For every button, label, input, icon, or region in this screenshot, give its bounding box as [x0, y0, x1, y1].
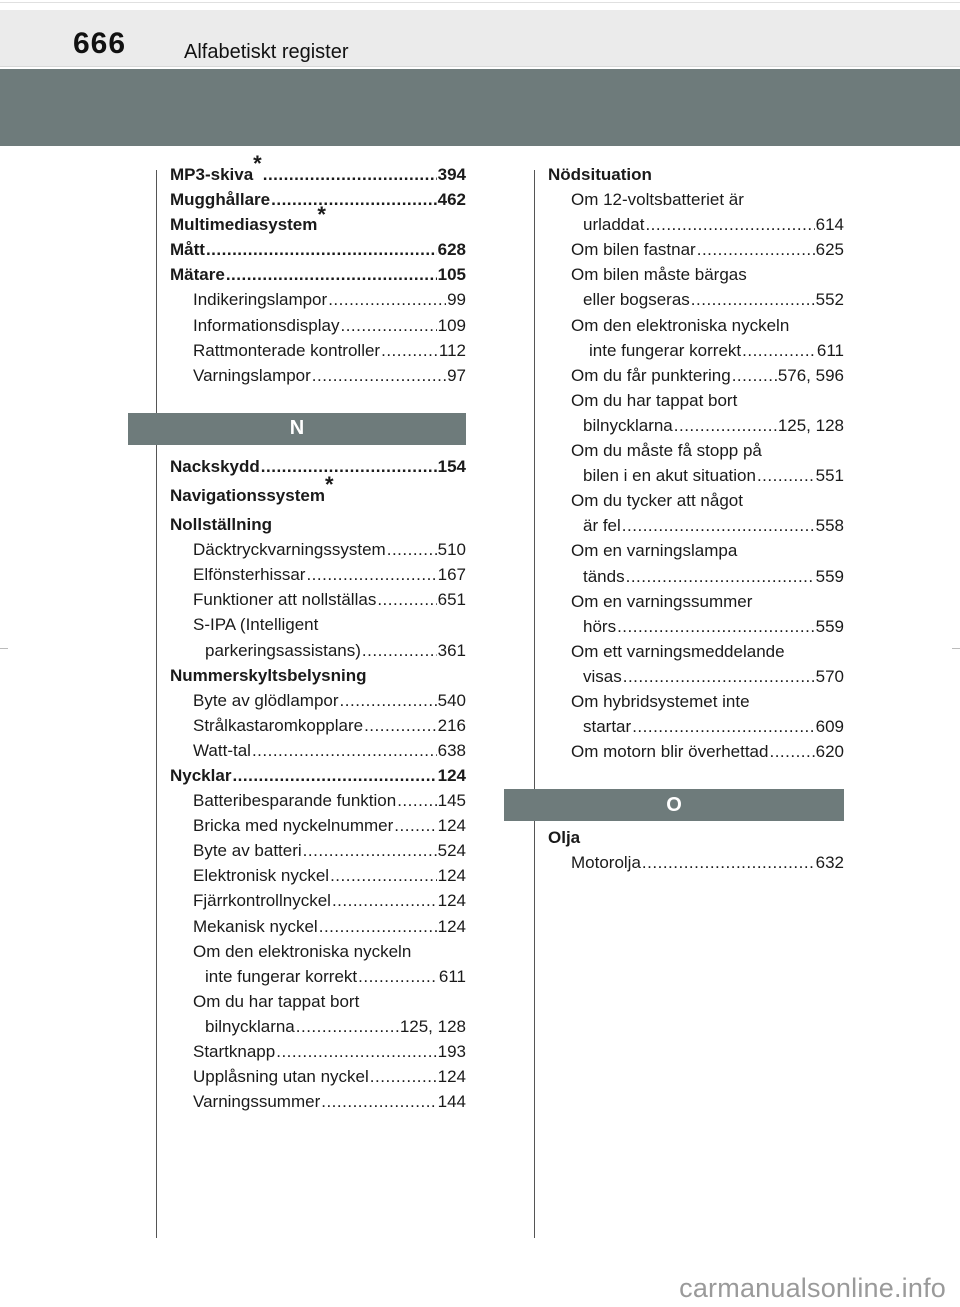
footnote-star-icon: * [253, 151, 262, 177]
index-entry[interactable]: Navigationssystem* [170, 472, 334, 505]
index-subentry[interactable]: Om 12-voltsbatteriet är [571, 190, 744, 210]
index-subentry[interactable]: Om en varningslampa [571, 541, 738, 561]
section-header-n: N [128, 413, 466, 445]
index-subentry[interactable]: Varningssummer ..... 144 [170, 1089, 466, 1114]
index-subentry[interactable]: Om du har tappat bort [571, 390, 738, 410]
index-entry[interactable]: Mått ..... 628 [170, 237, 466, 262]
index-subentry[interactable]: Fjärrkontrollnyckel ..... 124 [170, 888, 466, 913]
index-subentry-continuation[interactable]: bilnycklarna ..... 125, 128 [548, 413, 844, 438]
index-subentry[interactable]: Mekanisk nyckel ..... 124 [170, 914, 466, 939]
index-entry[interactable]: Nollställning [170, 515, 272, 535]
index-subentry[interactable]: Watt-tal ..... 638 [170, 738, 466, 763]
index-subentry[interactable]: Om du får punktering ..... 576, 596 [548, 363, 844, 388]
index-subentry[interactable]: Startknapp ..... 193 [170, 1039, 466, 1064]
index-entry[interactable]: MP3-skiva* ..... 394 [170, 162, 466, 187]
index-subentry[interactable]: Batteribesparande funktion ..... 145 [170, 788, 466, 813]
index-subentry[interactable]: Om ett varningsmeddelande [571, 641, 785, 661]
index-subentry-continuation[interactable]: bilen i en akut situation ..... 551 [548, 463, 844, 488]
index-subentry[interactable]: Om den elektroniska nyckeln [193, 941, 412, 961]
footnote-star-icon: * [317, 201, 326, 227]
index-entry[interactable]: Olja [548, 828, 581, 848]
index-subentry-continuation[interactable]: urladdat ..... 614 [548, 212, 844, 237]
index-subentry-continuation[interactable]: bilnycklarna ..... 125, 128 [170, 1014, 466, 1039]
index-entry[interactable]: Multimediasystem* [170, 201, 326, 235]
crop-mark [952, 648, 960, 649]
index-subentry-continuation[interactable]: är fel ..... 558 [548, 513, 844, 538]
index-subentry[interactable]: Rattmonterade kontroller ..... 112 [170, 338, 466, 363]
index-subentry[interactable]: S-IPA (Intelligent [193, 615, 319, 635]
right-column [548, 162, 844, 875]
header-banner [0, 69, 960, 146]
index-subentry[interactable]: Om den elektroniska nyckeln [571, 315, 790, 335]
index-subentry-continuation[interactable]: hörs ..... 559 [548, 614, 844, 639]
index-subentry-continuation[interactable]: eller bogseras ..... 552 [548, 287, 844, 312]
index-entry[interactable]: Nödsituation [548, 165, 652, 184]
page-title: Alfabetiskt register [184, 41, 349, 63]
section-header-o: O [504, 789, 844, 821]
index-entry[interactable]: Mätare ..... 105 [170, 262, 466, 287]
page-number: 666 [73, 27, 127, 60]
index-subentry[interactable]: Motorolja ..... 632 [548, 850, 844, 875]
index-subentry-continuation[interactable]: visas ..... 570 [548, 664, 844, 689]
index-subentry[interactable]: Däcktryckvarningssystem ..... 510 [170, 537, 466, 562]
index-subentry[interactable]: Om en varningssummer [571, 591, 753, 611]
index-subentry[interactable]: Om du har tappat bort [193, 991, 360, 1011]
index-subentry[interactable]: Funktioner att nollställas ..... 651 [170, 587, 466, 612]
index-subentry-continuation[interactable]: tänds ..... 559 [548, 564, 844, 589]
top-rule [0, 2, 960, 3]
index-subentry[interactable]: Strålkastaromkopplare ..... 216 [170, 713, 466, 738]
left-column [170, 151, 466, 1114]
index-entry[interactable]: Nycklar ..... 124 [170, 763, 466, 788]
footnote-star-icon: * [324, 472, 334, 498]
index-subentry-continuation[interactable]: inte fungerar korrekt ..... 611 [170, 964, 466, 989]
index-subentry[interactable]: Om hybridsystemet inte [571, 691, 750, 711]
index-subentry[interactable]: Om bilen måste bärgas [571, 265, 747, 285]
index-entry[interactable]: Mugghållare ..... 462 [170, 187, 466, 212]
index-subentry[interactable]: Informationsdisplay ..... 109 [170, 313, 466, 338]
index-subentry[interactable]: Om du måste få stopp på [571, 441, 762, 461]
index-subentry[interactable]: Indikeringslampor ..... 99 [170, 287, 466, 312]
index-subentry[interactable]: Om du tycker att något [571, 491, 743, 511]
index-subentry[interactable]: Elfönsterhissar ..... 167 [170, 562, 466, 587]
index-subentry-continuation[interactable]: parkeringsassistans) ..... 361 [170, 638, 466, 663]
page-header [0, 10, 960, 67]
crop-mark [0, 648, 8, 649]
index-subentry[interactable]: Upplåsning utan nyckel ..... 124 [170, 1064, 466, 1089]
index-subentry[interactable]: Varningslampor ..... 97 [170, 363, 466, 388]
index-subentry-continuation[interactable]: startar ..... 609 [548, 714, 844, 739]
index-entry[interactable]: Nummerskyltsbelysning [170, 665, 367, 685]
left-column-rule [156, 170, 157, 1238]
index-subentry[interactable]: Byte av batteri ..... 524 [170, 838, 466, 863]
index-subentry[interactable]: Elektronisk nyckel ..... 124 [170, 863, 466, 888]
center-column-rule [534, 170, 535, 1238]
index-subentry[interactable]: Bricka med nyckelnummer ..... 124 [170, 813, 466, 838]
index-subentry[interactable]: Byte av glödlampor ..... 540 [170, 688, 466, 713]
index-subentry-continuation[interactable]: inte fungerar korrekt ..... 611 [548, 338, 844, 363]
watermark: carmanualsonline.info [679, 1273, 946, 1303]
index-subentry[interactable]: Om bilen fastnar ..... 625 [548, 237, 844, 262]
index-subentry[interactable]: Om motorn blir överhettad ..... 620 [548, 739, 844, 764]
index-entry[interactable]: Nackskydd ..... 154 [170, 454, 466, 479]
